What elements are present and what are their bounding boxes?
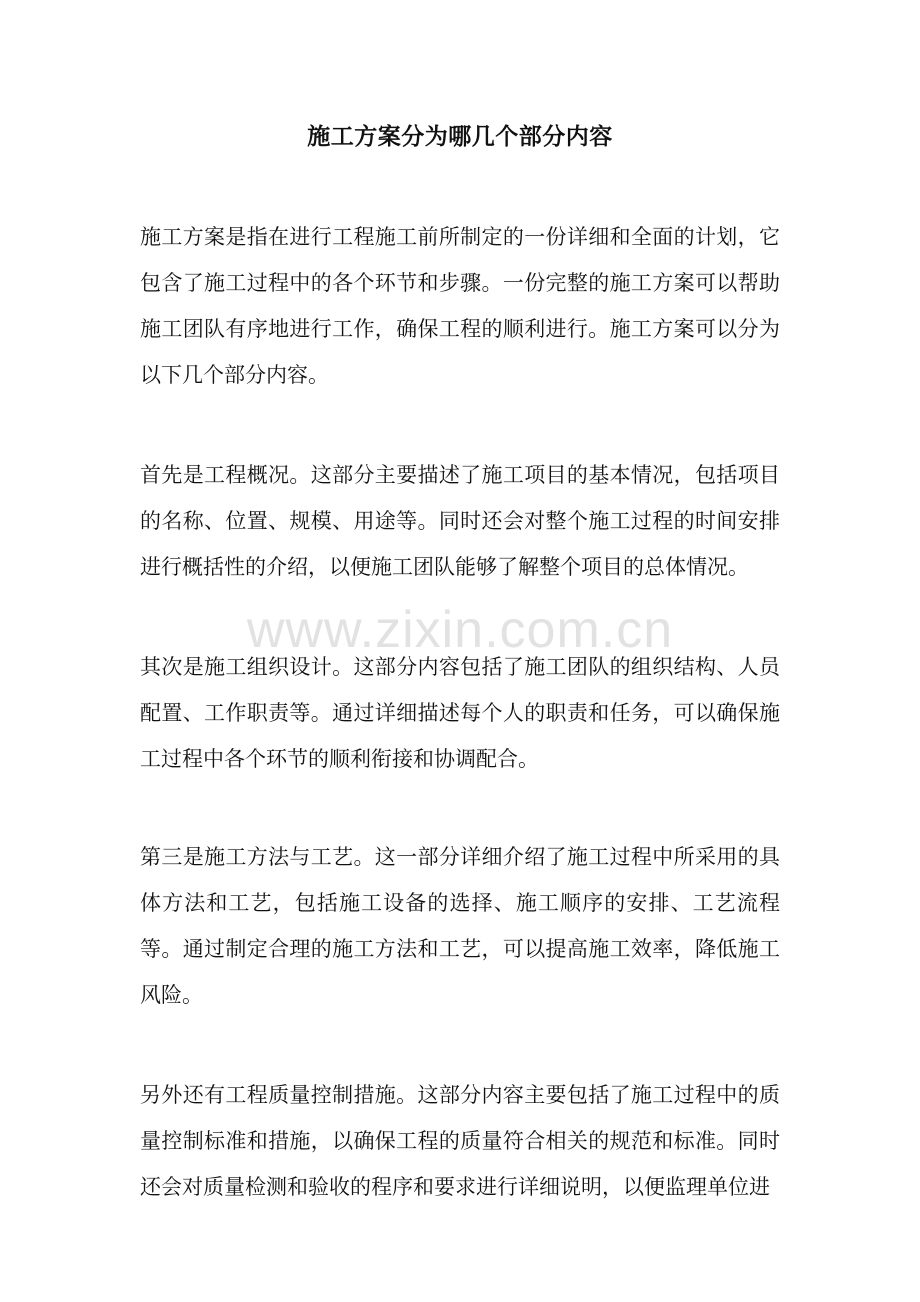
watermark-text: www.zixin.com.cn <box>246 601 674 659</box>
document-title: 施工方案分为哪几个部分内容 <box>307 123 613 150</box>
paragraph-organization-design: 其次是施工组织设计。这部分内容包括了施工团队的组织结构、人员配置、工作职责等。通过详细描述每个人的职责和任务，可以确保施工过程中各个环节的顺利衔接和协调配合。 <box>140 655 780 771</box>
paragraph-intro: 施工方案是指在进行工程施工前所制定的一份详细和全面的计划，它包含了施工过程中的各个环节和步骤。一份完整的施工方案可以帮助施工团队有序地进行工作，确保工程的顺利进行。施工方案可以分为以下几个部分内容。 <box>140 225 780 387</box>
paragraph-methods-and-process: 第三是施工方法与工艺。这一部分详细介绍了施工过程中所采用的具体方法和工艺，包括施工设备的选择、施工顺序的安排、工艺流程等。通过制定合理的施工方法和工艺，可以提高施工效率，降低施工风险。 <box>140 845 780 1007</box>
paragraph-project-overview: 首先是工程概况。这部分主要描述了施工项目的基本情况，包括项目的名称、位置、规模、用途等。同时还会对整个施工过程的时间安排进行概括性的介绍，以便施工团队能够了解整个项目的总体情况。 <box>140 463 780 579</box>
paragraph-quality-control: 另外还有工程质量控制措施。这部分内容主要包括了施工过程中的质量控制标准和措施，以确保工程的质量符合相关的规范和标准。同时还会对质量检测和验收的程序和要求进行详细说明，以便监理单位进 <box>140 1083 780 1199</box>
